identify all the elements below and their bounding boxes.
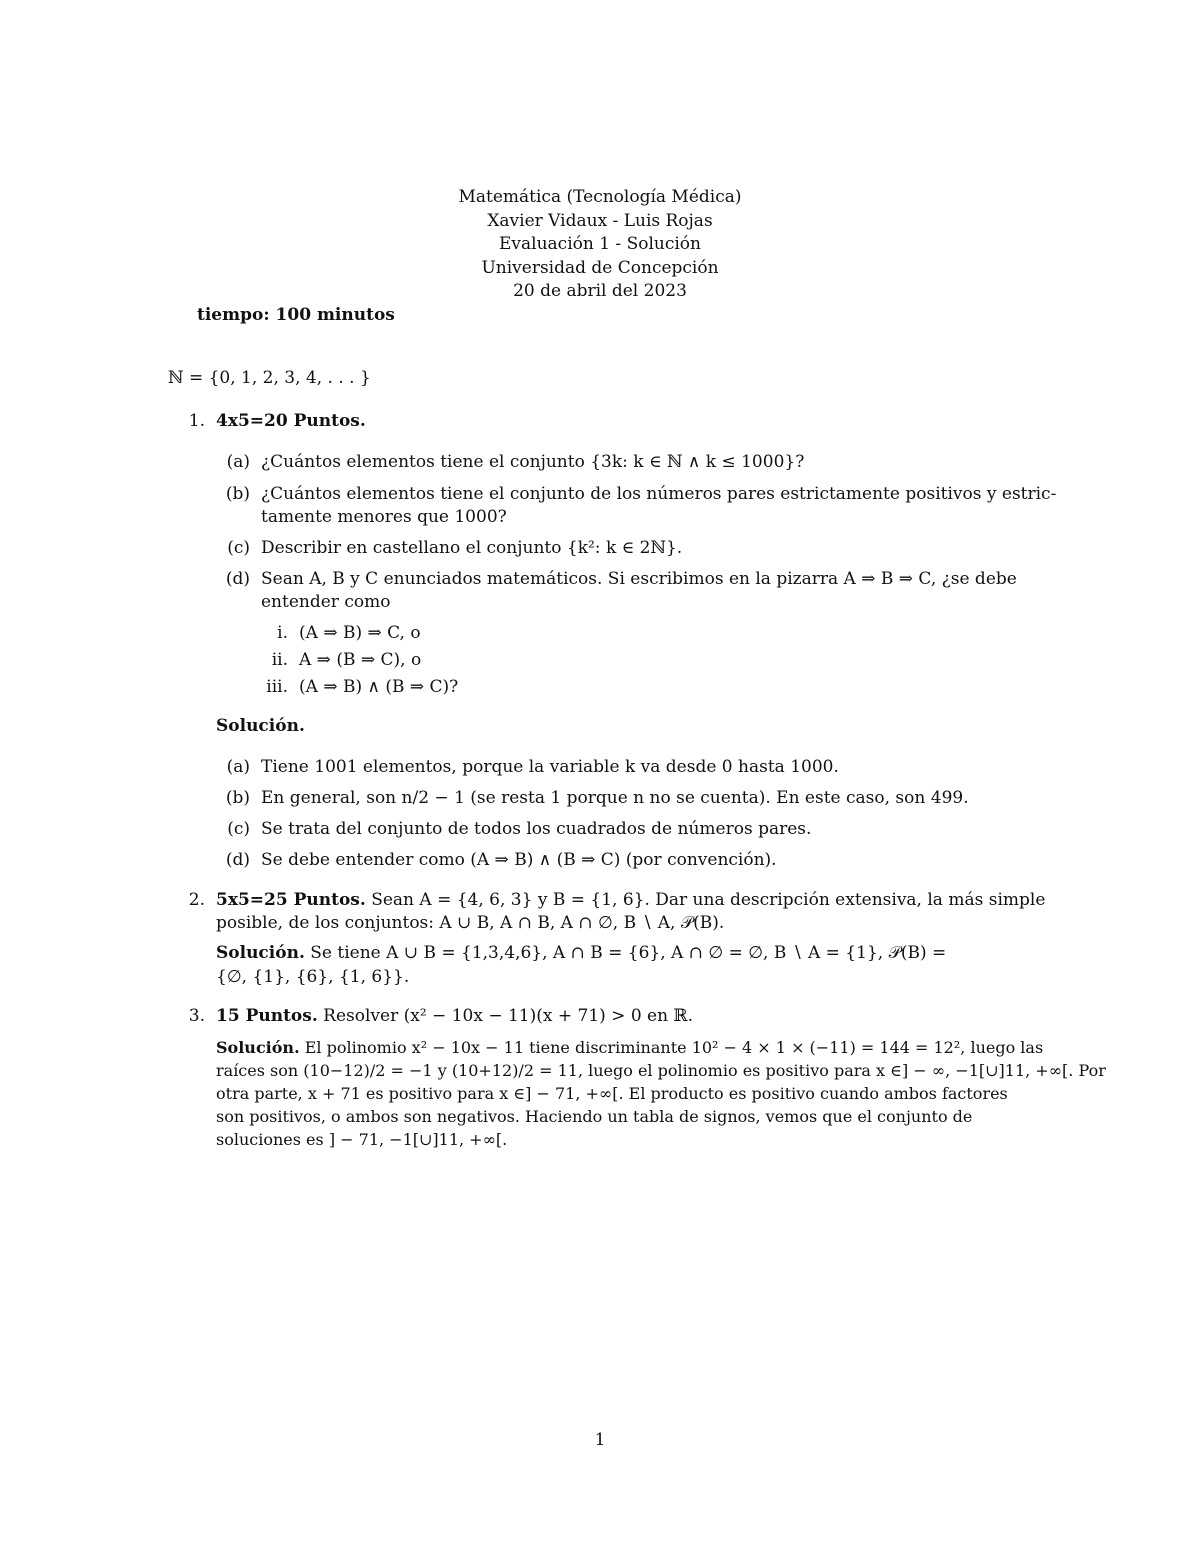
q3-sol-4: son positivos, o ambos son negativos. Haciendo un tabla de signos, vemos que el conjunto de <box>216 1107 973 1126</box>
time-limit: tiempo: 100 minutos <box>197 305 395 325</box>
q1-d-label: (d) <box>225 569 250 589</box>
q3-solution-label: Solución. <box>216 1038 300 1057</box>
q2-sol-2: {∅, {1}, {6}, {1, 6}}. <box>216 967 410 987</box>
q1-d-text-1: Sean A, B y C enunciados matemáticos. Si escribimos en la pizarra A ⇒ B ⇒ C, ¿se debe <box>261 569 1017 589</box>
q2-sol-1: Se tiene A ∪ B = {1,3,4,6}, A ∩ B = {6}, A ∩ ∅ = ∅, B ∖ A = {1}, 𝒫(B) = <box>310 943 947 963</box>
q1-c-text: Describir en castellano el conjunto {k²: k ∈ 2ℕ}. <box>261 538 683 558</box>
q2-line-1 <box>216 890 1045 910</box>
q3-sol-2: raíces son (10−12)/2 = −1 y (10+12)/2 = 11, luego el polinomio es positivo para x ∈] − ∞, −1[∪]11, +∞[. Por <box>216 1061 1106 1080</box>
q1-d-ii-text: A ⇒ (B ⇒ C), o <box>299 650 422 670</box>
q2-text-2: posible, de los conjuntos: A ∪ B, A ∩ B, A ∩ ∅, B ∖ A, 𝒫(B). <box>216 913 725 933</box>
course-title: Matemática (Tecnología Médica) <box>458 187 742 207</box>
q3-points: 15 Puntos. <box>216 1006 318 1026</box>
q2-solution-label: Solución. <box>216 943 305 963</box>
q1-number: 1. <box>188 411 205 431</box>
q1-b-text-1: ¿Cuántos elementos tiene el conjunto de los números pares estrictamente positivos y estric- <box>261 484 1057 504</box>
q1-b-text-2: tamente menores que 1000? <box>261 507 507 527</box>
q1-b-label: (b) <box>225 484 250 504</box>
q1-sol-c-label: (c) <box>227 819 250 839</box>
q1-solution-label: Solución. <box>216 716 305 736</box>
q1-sol-b-label: (b) <box>225 788 250 808</box>
q1-d-i-text: (A ⇒ B) ⇒ C, o <box>299 623 421 643</box>
q1-sol-a-label: (a) <box>226 757 250 777</box>
university: Universidad de Concepción <box>481 257 719 278</box>
q1-d-ii-label: ii. <box>271 650 288 670</box>
q3-sol-1: El polinomio x² − 10x − 11 tiene discriminante 10² − 4 × 1 × (−11) = 144 = 12², luego las <box>304 1038 1044 1057</box>
q2-solution-line-1 <box>216 943 946 963</box>
q2-text-1: Sean A = {4, 6, 3} y B = {1, 6}. Dar una descripción extensiva, la más simple <box>371 890 1046 910</box>
q3-number: 3. <box>188 1006 205 1026</box>
q2-number: 2. <box>188 890 205 910</box>
q1-sol-d-text: Se debe entender como (A ⇒ B) ∧ (B ⇒ C) (por convención). <box>261 850 777 870</box>
q1-sol-c-text: Se trata del conjunto de todos los cuadrados de números pares. <box>261 819 812 839</box>
naturals-definition: ℕ = {0, 1, 2, 3, 4, . . . } <box>168 368 371 388</box>
q1-c-label: (c) <box>227 538 250 558</box>
document-header <box>0 186 1200 304</box>
q1-d-text-2: entender como <box>261 592 391 612</box>
q1-d-iii-text: (A ⇒ B) ∧ (B ⇒ C)? <box>299 677 459 697</box>
q1-sol-a-text: Tiene 1001 elementos, porque la variable k va desde 0 hasta 1000. <box>261 757 839 777</box>
q1-sol-d-label: (d) <box>225 850 250 870</box>
q1-a-label: (a) <box>226 452 250 472</box>
authors: Xavier Vidaux - Luis Rojas <box>487 210 713 231</box>
q1-d-iii-label: iii. <box>266 677 288 697</box>
exam-date: 20 de abril del 2023 <box>513 281 687 301</box>
q3-sol-5: soluciones es ] − 71, −1[∪]11, +∞[. <box>216 1130 508 1149</box>
exam-title: Evaluación 1 - Solución <box>499 234 701 254</box>
q1-sol-b-text: En general, son n/2 − 1 (se resta 1 porque n no se cuenta). En este caso, son 499. <box>261 788 969 808</box>
q1-points: 4x5=20 Puntos. <box>216 411 366 431</box>
page-number: 1 <box>594 1430 606 1450</box>
q1-d-i-label: i. <box>277 623 288 643</box>
q3-line-1 <box>216 1006 693 1026</box>
q3-sol-3: otra parte, x + 71 es positivo para x ∈] − 71, +∞[. El producto es positivo cuando ambos factores <box>216 1084 1008 1103</box>
q2-points: 5x5=25 Puntos. <box>216 890 366 910</box>
q3-solution-line-1 <box>216 1038 1043 1057</box>
q3-text: Resolver (x² − 10x − 11)(x + 71) > 0 en ℝ. <box>323 1006 693 1026</box>
q1-a-text: ¿Cuántos elementos tiene el conjunto {3k: k ∈ ℕ ∧ k ≤ 1000}? <box>261 452 805 472</box>
